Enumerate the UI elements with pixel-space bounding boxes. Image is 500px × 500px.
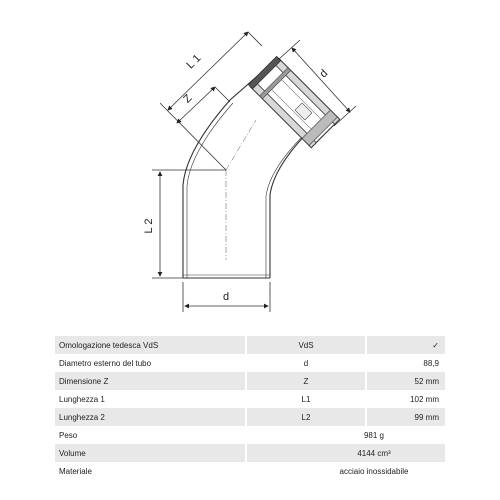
specifications-table	[55, 336, 445, 480]
spec-row	[55, 408, 445, 426]
spec-symbol: VdS	[246, 336, 366, 354]
spec-row	[55, 444, 445, 462]
label-d-top: d	[317, 67, 331, 81]
spec-value: 4144 cm³	[246, 444, 445, 462]
spec-symbol: Z	[246, 372, 366, 390]
center-line-bend	[226, 120, 256, 170]
spec-value: 981 g	[246, 426, 445, 444]
spec-label: Materiale	[55, 462, 246, 480]
spec-label: Diametro esterno del tubo	[55, 354, 246, 372]
spec-value: 102 mm	[366, 390, 445, 408]
spec-label: Lunghezza 1	[55, 390, 246, 408]
spec-label: Omologazione tedesca VdS	[55, 336, 246, 354]
spec-value: ✓	[366, 336, 445, 354]
spec-label: Peso	[55, 426, 246, 444]
spec-row	[55, 372, 445, 390]
spec-symbol: d	[246, 354, 366, 372]
spec-label: Dimensione Z	[55, 372, 246, 390]
spec-label: Volume	[55, 444, 246, 462]
label-l1: L 1	[184, 52, 204, 72]
label-l2: L 2	[143, 218, 155, 234]
spec-symbol: L1	[246, 390, 366, 408]
spec-row	[55, 426, 445, 444]
press-fitting-end	[248, 56, 339, 147]
spec-row	[55, 390, 445, 408]
spec-row	[55, 336, 445, 354]
spec-label: Lunghezza 2	[55, 408, 246, 426]
spec-row	[55, 462, 445, 480]
spec-symbol: L2	[246, 408, 366, 426]
spec-value: 52 mm	[366, 372, 445, 390]
label-z: Z	[181, 92, 195, 106]
spec-row	[55, 354, 445, 372]
label-d-bottom: d	[222, 291, 230, 303]
spec-value: acciaio inossidabile	[246, 462, 445, 480]
spec-value: 99 mm	[366, 408, 445, 426]
spec-value: 88,9	[366, 354, 445, 372]
dimension-l2	[152, 170, 226, 278]
